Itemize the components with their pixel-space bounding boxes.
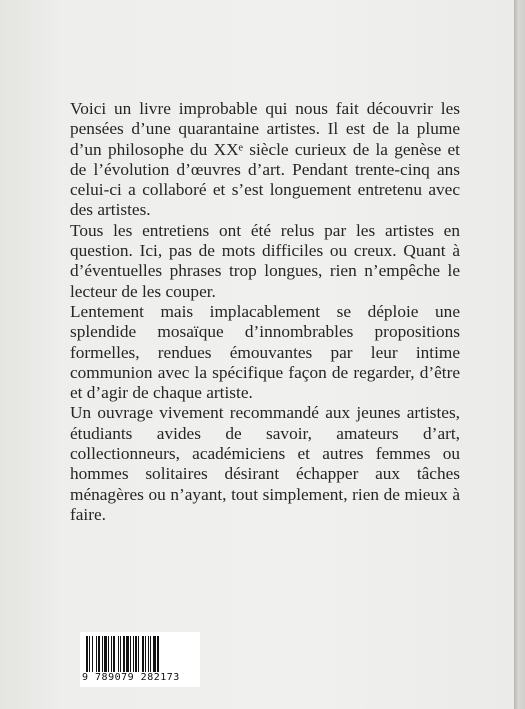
paragraph-3: Lentement mais implacablement se déploie une splendide mosaïque d’innombrables propositions formelles, rendues émouvantes par leur intime communion avec la spécifique façon de regarder, d’être et d’agir de chaque artiste. <box>70 301 460 403</box>
barcode-bar <box>89 636 90 672</box>
book-edge <box>514 0 525 709</box>
barcode-bar <box>118 636 119 672</box>
back-cover-text <box>70 99 460 525</box>
barcode-bar <box>133 636 134 672</box>
barcode-bar <box>135 636 137 672</box>
paragraph-1: Voici un livre improbable qui nous fait découvrir les pensées d’une quarantaine artistes. Il est de la plume d’un philosophe du XXᵉ siècle curieux de la genèse et de l’évolution d’œuvres d’art. Pendant trente-cinq ans celui-ci a collaboré et s’est longuement entretenu avec des artistes. <box>70 99 460 220</box>
barcode-bar <box>126 636 129 672</box>
paragraph-2: Tous les entretiens ont été relus par les artistes en question. Ici, pas de mots difficiles ou creux. Quant à d’éventuelles phrases trop longues, rien n’empêche le lecteur de les couper. <box>70 220 460 301</box>
barcode-bar <box>96 636 97 672</box>
barcode-bar <box>92 636 93 672</box>
barcode <box>80 632 200 687</box>
barcode-bar <box>104 636 107 672</box>
barcode-bar <box>130 636 131 672</box>
barcode-bar <box>86 636 88 672</box>
barcode-bar <box>157 636 159 672</box>
barcode-number: 9 789079 282173 <box>82 672 180 683</box>
barcode-bar <box>120 636 121 672</box>
barcode-bar <box>98 636 100 672</box>
barcode-bar <box>145 636 146 672</box>
barcode-bars <box>86 636 194 672</box>
barcode-bar <box>148 636 149 672</box>
barcode-bar <box>142 636 144 672</box>
barcode-bar <box>138 636 139 672</box>
barcode-bar <box>153 636 156 672</box>
barcode-bar <box>102 636 103 672</box>
barcode-bar <box>111 636 112 672</box>
barcode-bar <box>108 636 109 672</box>
barcode-bar <box>113 636 115 672</box>
barcode-bar <box>123 636 125 672</box>
barcode-bar <box>150 636 151 672</box>
paragraph-4: Un ouvrage vivement recommandé aux jeunes artistes, étudiants avides de savoir, amateurs d’art, collectionneurs, académiciens et autres femmes ou hommes solitaires désirant échapper aux tâches ménagères ou n’ayant, tout simplement, rien de mieux à faire. <box>70 403 460 524</box>
